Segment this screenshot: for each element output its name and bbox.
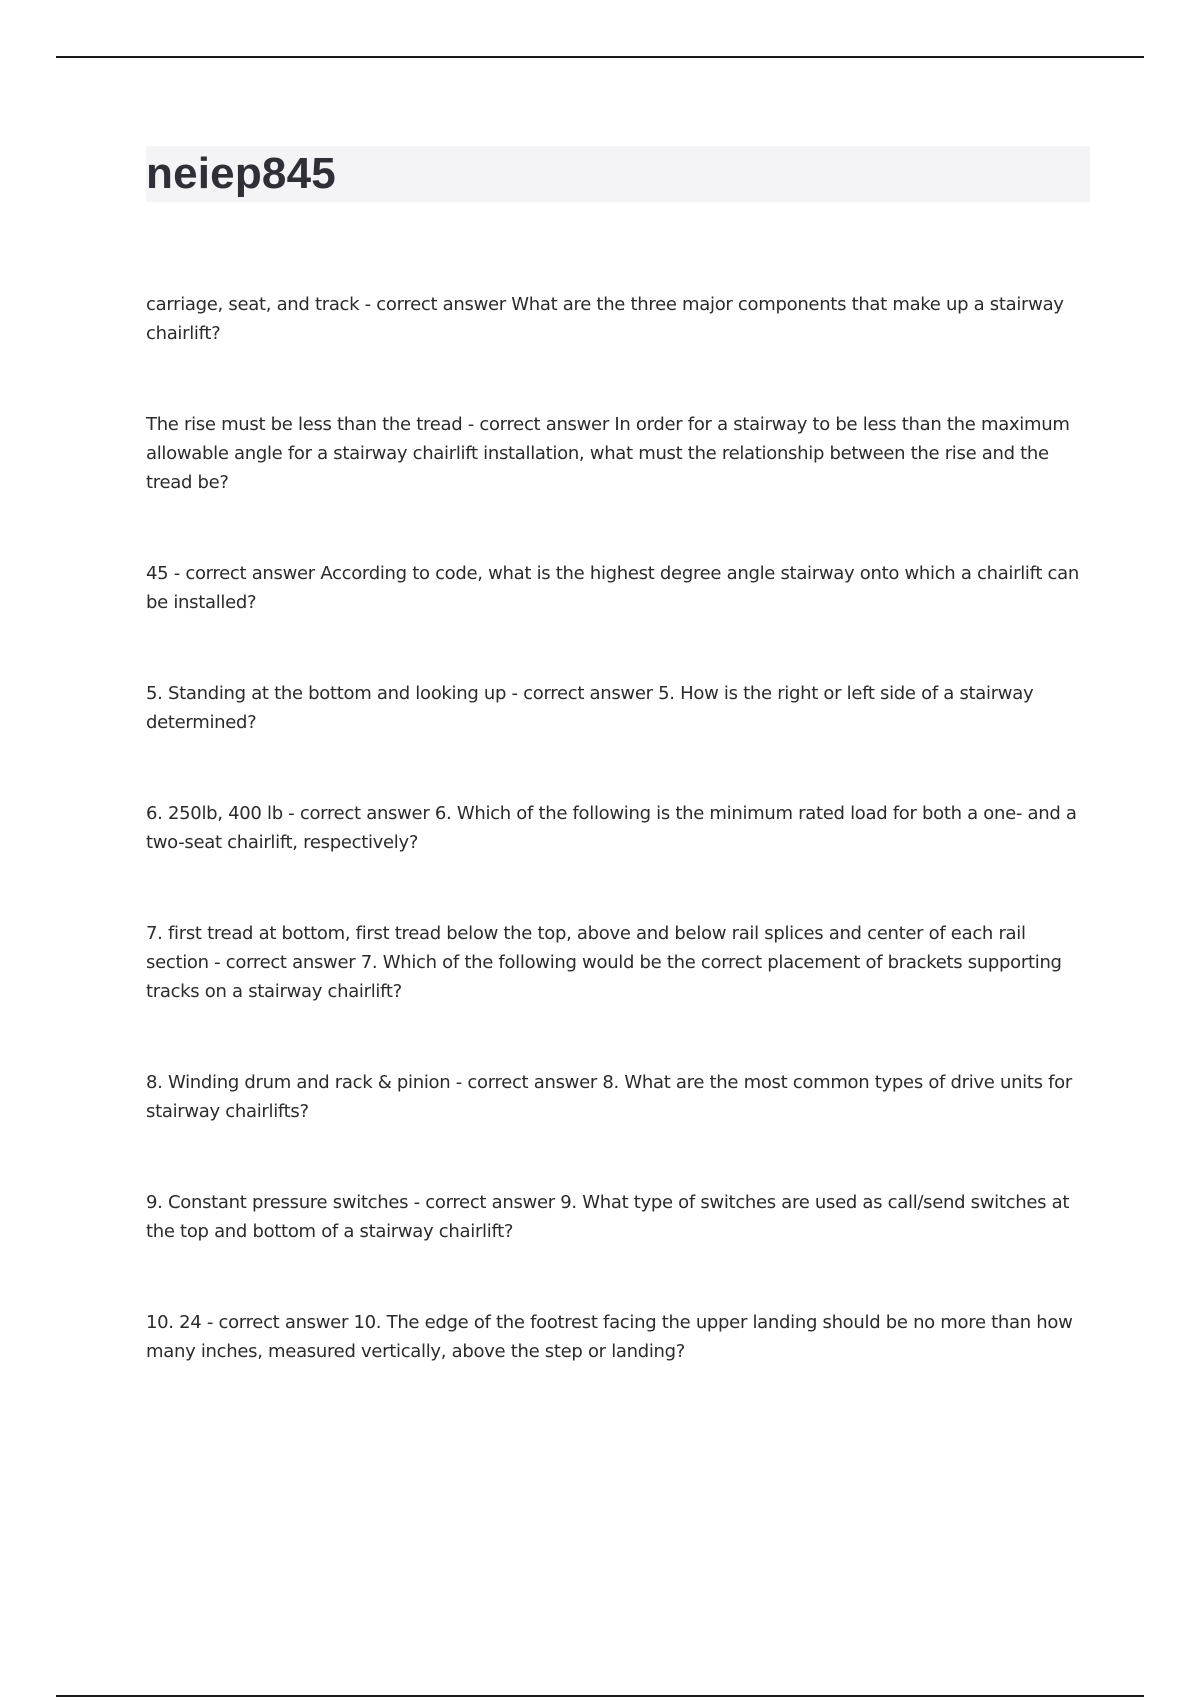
document-title: neiep845 — [146, 149, 336, 198]
flashcard-list — [146, 290, 1090, 1428]
flashcard-item: 9. Constant pressure switches - correct answer 9. What type of switches are used as call/send switches at the top and bottom of a stairway chairlift? — [146, 1192, 1070, 1242]
flashcard-item: The rise must be less than the tread - correct answer In order for a stairway to be less than the maximum allowable angle for a stairway chairlift installation, what must the relationship between the rise and the tread be? — [146, 414, 1070, 493]
flashcard-item: 6. 250lb, 400 lb - correct answer 6. Which of the following is the minimum rated load for both a one- and a two-seat chairlift, respectively? — [146, 803, 1077, 853]
flashcard-item: 8. Winding drum and rack & pinion - correct answer 8. What are the most common types of drive units for stairway chairlifts? — [146, 1072, 1072, 1122]
title-banner — [146, 146, 1090, 202]
top-divider — [56, 56, 1144, 58]
flashcard-item: carriage, seat, and track - correct answer What are the three major components that make up a stairway chairlift? — [146, 294, 1064, 344]
bottom-divider — [56, 1695, 1144, 1697]
flashcard-item: 10. 24 - correct answer 10. The edge of the footrest facing the upper landing should be no more than how many inches, measured vertically, above the step or landing? — [146, 1312, 1073, 1362]
flashcard-item: 7. first tread at bottom, first tread below the top, above and below rail splices and center of each rail section - correct answer 7. Which of the following would be the correct placement of brackets supporting tracks on a stairway chairlift? — [146, 923, 1062, 1002]
flashcard-item: 45 - correct answer According to code, what is the highest degree angle stairway onto which a chairlift can be installed? — [146, 563, 1079, 613]
flashcard-item: 5. Standing at the bottom and looking up - correct answer 5. How is the right or left side of a stairway determined? — [146, 683, 1034, 733]
